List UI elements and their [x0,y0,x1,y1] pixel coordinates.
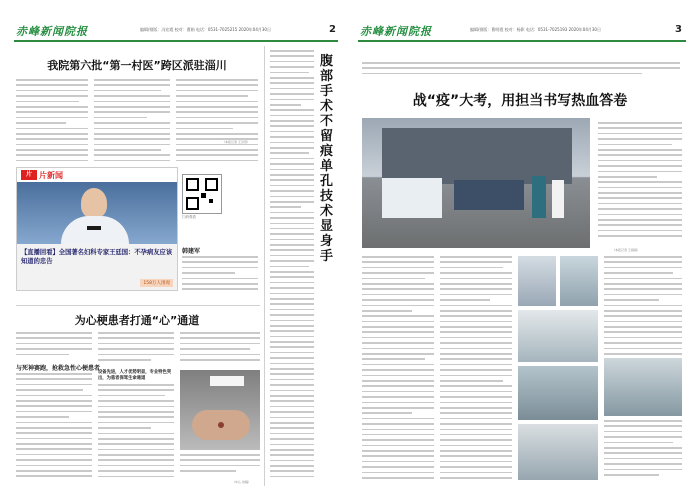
main-headline: 战“疫”大考，用担当书写热血答卷 [412,93,628,109]
left-page [14,22,338,492]
qr-caption: 扫码观看 [182,215,196,219]
photo-caption: （中心 供稿） [232,480,251,484]
article-column [182,256,258,296]
photo-thumb [518,366,598,420]
photo-thumb [518,310,598,362]
video-screenshot[interactable] [16,167,178,291]
staff-figure [532,176,546,218]
qr-code[interactable] [182,174,222,214]
main-headline: 我院第六批“第一村医”跨区派驻淄川 [47,59,227,72]
staff-figure [552,180,564,218]
presenter-coat [61,216,129,244]
byline: （本报记者 王洪涛） [222,140,250,144]
article-column [94,79,170,163]
vertical-headline: 腹部手术不留痕 单孔技术显身手 [320,54,334,264]
article-column [440,256,512,482]
article-column [16,79,88,163]
tent [382,178,442,218]
header-meta: 编辑/排版：曹明霞 校对：杨影 电话：0531-7025193 2020年04月30日 [470,27,601,32]
presenter-head [81,188,107,218]
vehicle [454,180,524,210]
divider [16,305,260,306]
view-count: 158万人围观 [140,279,173,287]
main-photo [362,118,590,248]
dressing [210,376,244,386]
photo-thumb [604,358,682,416]
subhead: 设备先进，人才优势明显，专业特色突出，为患者保驾生命通道 [98,370,172,381]
photo-thumb [518,256,556,306]
article-column [362,256,434,482]
author-name: 韩建军 [182,248,201,255]
app-name: 片新闻 [39,171,63,180]
article-column [604,420,682,480]
article-column [98,384,174,484]
incision [218,422,224,428]
page-header [358,22,686,42]
second-headline: 为心梗患者打通“心”通道 [74,314,200,327]
article-column [176,79,258,163]
masthead: 赤峰新闻院报 [360,25,432,38]
subhead: 与死神赛跑，抢救急性心梗患者 [16,365,101,372]
header-meta: 编辑/排版：冯宏霞 校对：曹娟 电话：0531-7025215 2020年04月30日 [140,27,271,32]
page-number: 2 [329,24,336,35]
microphone [87,226,101,230]
article-column [180,454,260,478]
byline: （本报记者 王娟娟） [612,248,640,252]
divider [264,46,265,486]
article-column [604,256,682,356]
article-column [16,332,92,362]
article-column [180,332,260,368]
video-top-bar [17,168,177,183]
photo-thumb [518,424,598,480]
clinical-photo [180,370,260,450]
article-column [16,373,92,483]
app-logo: 片 [21,170,37,180]
article-column [98,332,174,368]
video-caption: 【直播回看】全国著名妇科专家王廷国：不孕病友应该知道的忠告 [21,249,173,265]
photo-thumb [560,256,598,306]
article-column [270,50,314,482]
right-page [358,22,686,492]
masthead: 赤峰新闻院报 [16,25,88,38]
page-number: 3 [675,24,682,35]
article-column [598,122,682,242]
lead-paragraph [362,62,680,78]
page-header [14,22,338,42]
video-frame[interactable] [17,182,177,244]
